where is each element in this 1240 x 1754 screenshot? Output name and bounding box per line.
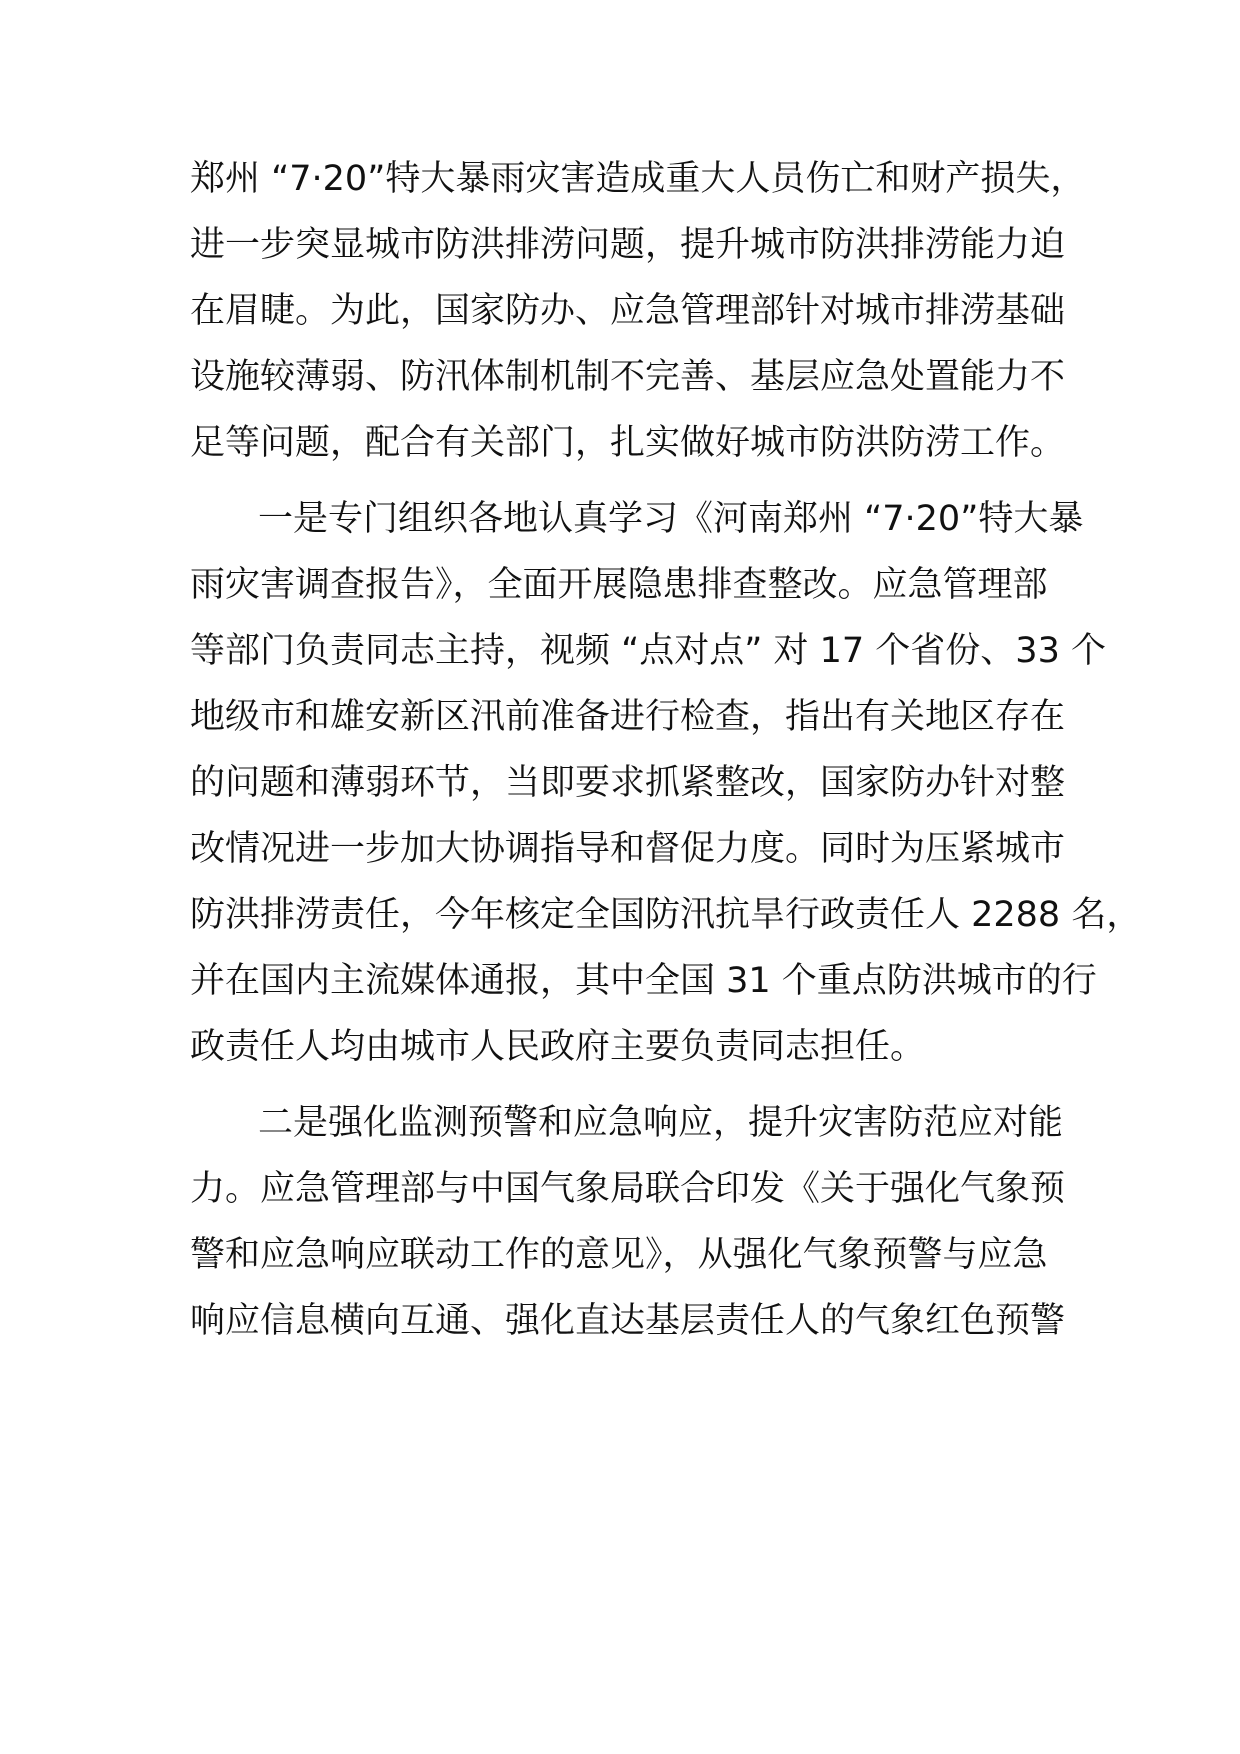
text-line-3: 在眉睫。为此，国家防办、应急管理部针对城市排涝基础 (190, 291, 1066, 331)
text-line-15: 二是强化监测预警和应急响应，提升灾害防范应对能 (258, 1103, 1064, 1143)
text-line-16: 力。应急管理部与中国气象局联合印发《关于强化气象预 (190, 1169, 1066, 1209)
text-line-2: 进一步突显城市防洪排涝问题，提升城市防洪排涝能力迫 (190, 225, 1066, 265)
text-line-5: 足等问题，配合有关部门，扎实做好城市防洪防涝工作。 (190, 423, 1066, 463)
text-line-1: 郑州 “7·20”特大暴雨灾害造成重大人员伤亡和财产损失， (190, 159, 1086, 199)
text-line-8: 等部门负责同志主持，视频 “点对点” 对 17 个省份、33 个 (190, 631, 1106, 671)
text-line-11: 改情况进一步加大协调指导和督促力度。同时为压紧城市 (190, 829, 1066, 869)
text-line-9: 地级市和雄安新区汛前准备进行检查，指出有关地区存在 (190, 697, 1066, 737)
text-line-18: 响应信息横向互通、强化直达基层责任人的气象红色预警 (190, 1301, 1066, 1341)
text-line-10: 的问题和薄弱环节，当即要求抓紧整改，国家防办针对整 (190, 763, 1066, 803)
text-line-6: 一是专门组织各地认真学习《河南郑州 “7·20”特大暴 (258, 499, 1084, 539)
text-line-14: 政责任人均由城市人民政府主要负责同志担任。 (190, 1027, 926, 1067)
text-line-12: 防洪排涝责任，今年核定全国防汛抗旱行政责任人 2288 名， (190, 895, 1142, 935)
text-line-17: 警和应急响应联动工作的意见》，从强化气象预警与应急 (190, 1235, 1048, 1275)
text-line-13: 并在国内主流媒体通报，其中全国 31 个重点防洪城市的行 (190, 961, 1097, 1001)
text-line-4: 设施较薄弱、防汛体制机制不完善、基层应急处置能力不 (190, 357, 1066, 397)
text-line-7: 雨灾害调查报告》，全面开展隐患排查整改。应急管理部 (190, 565, 1048, 605)
